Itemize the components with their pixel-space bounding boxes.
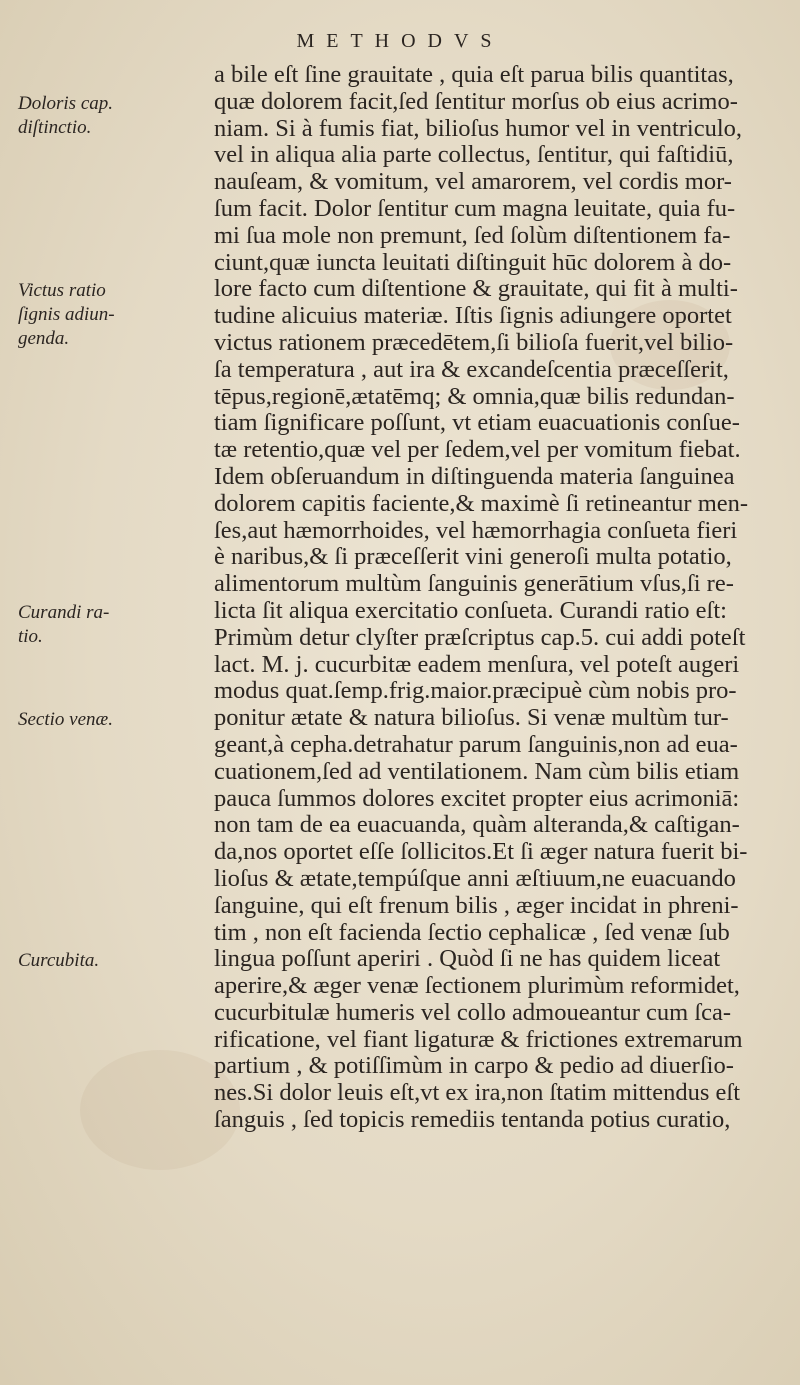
text-line: da,nos oportet eſſe ſollicitos.Et ſi æger natura fuerit bi- — [214, 839, 748, 866]
marginal-note-line: Victus ratio — [18, 280, 106, 302]
text-line: victus rationem præcedētem,ſi bilioſa fuerit,vel bilio- — [214, 329, 734, 356]
text-line: partium , & potiſſimùm in carpo & pedio ad diuerſio- — [214, 1053, 734, 1080]
marginal-note-line: ſignis adiun- — [18, 304, 115, 326]
text-line: Idem obſeruandum in diſtinguenda materia ſanguinea — [214, 463, 735, 490]
text-line: dolorem capitis faciente,& maximè ſi retineantur men- — [214, 490, 749, 517]
text-line: modus quat.ſemp.frig.maior.præcipuè cùm nobis pro- — [214, 678, 737, 705]
text-line: nes.Si dolor leuis eſt,vt ex ira,non ſtatim mittendus eſt — [214, 1080, 740, 1107]
text-line: ſum facit. Dolor ſentitur cum magna leuitate, quia fu- — [214, 195, 736, 222]
text-line: tudine alicuius materiæ. Iſtis ſignis adiungere oportet — [214, 303, 732, 330]
marginal-note-sectio-vena — [18, 708, 198, 732]
text-line: lioſus & ætate,tempúſque anni æſtiuum,ne euacuando — [214, 865, 736, 892]
marginal-note-doloris-cap-distinctio — [18, 92, 198, 140]
body-text — [214, 62, 780, 1134]
marginal-note-line: Curcubita. — [18, 950, 100, 972]
text-line: tæ retentio,quæ vel per ſedem,vel per vomitum fiebat. — [214, 437, 741, 464]
text-line: tim , non eſt facienda ſectio cephalicæ , ſed venæ ſub — [214, 919, 730, 946]
text-line: ſes,aut hæmorrhoides, vel hæmorrhagia conſueta fieri — [214, 517, 738, 544]
marginal-note-line: Sectio venæ. — [18, 709, 113, 731]
text-line: non tam de ea euacuanda, quàm alteranda,& caſtigan- — [214, 812, 740, 839]
marginal-note-line: Doloris cap. — [18, 92, 113, 114]
text-line: aperire,& æger venæ ſectionem plurimùm reformidet, — [214, 973, 740, 1000]
marginal-note-line: genda. — [18, 328, 70, 350]
marginal-note-victus-ratio — [18, 279, 198, 351]
text-line: pauca ſummos dolores excitet propter eius acrimoniā: — [214, 785, 740, 812]
text-line: ciunt,quæ iuncta leuitati diſtinguit hūc dolorem à do- — [214, 249, 732, 276]
text-line: licta ſit aliqua exercitatio conſueta. Curandi ratio eſt: — [214, 597, 727, 624]
text-line: ſa temperatura , aut ira & excandeſcentia præceſſerit, — [214, 356, 729, 383]
text-line: cucurbitulæ humeris vel collo admoueantur cum ſca- — [214, 999, 732, 1026]
text-line: alimentorum multùm ſanguinis generātium vſus,ſi re- — [214, 571, 734, 598]
text-line: ſanguine, qui eſt frenum bilis , æger incidat in phreni- — [214, 892, 739, 919]
text-line: mi ſua mole non premunt, ſed ſolùm diſtentionem fa- — [214, 222, 731, 249]
text-line: geant,à cepha.detrahatur parum ſanguinis,non ad eua- — [214, 731, 738, 758]
text-line: quæ dolorem facit,ſed ſentitur morſus ob eius acrimo- — [214, 88, 738, 115]
text-line: ponitur ætate & natura bilioſus. Si venæ multùm tur- — [214, 705, 729, 732]
text-line: nauſeam, & vomitum, vel amarorem, vel cordis mor- — [214, 169, 732, 196]
marginal-note-line: diſtinctio. — [18, 116, 92, 138]
marginal-note-line: tio. — [18, 626, 43, 647]
text-line: niam. Si à fumis fiat, bilioſus humor vel in ventriculo, — [214, 115, 743, 142]
text-line: lingua poſſunt aperiri . Quòd ſi ne has quidem liceat — [214, 946, 721, 973]
text-line: ſanguis , ſed topicis remediis tentanda potius curatio, — [214, 1107, 731, 1134]
text-line: lact. M. j. cucurbitæ eadem menſura, vel poteſt augeri — [214, 651, 740, 678]
running-head: METHODVS — [296, 30, 504, 52]
marginal-note-curandi-ratio — [18, 601, 198, 649]
marginal-note-curcubita — [18, 949, 198, 973]
marginal-note-line: Curandi ra- — [18, 602, 110, 623]
text-line: rificatione, vel fiant ligaturæ & frictiones extremarum — [214, 1026, 743, 1053]
text-line: lore facto cum diſtentione & grauitate, qui fit à multi- — [214, 276, 738, 303]
text-line: è naribus,& ſi præceſſerit vini generoſi multa potatio, — [214, 544, 732, 571]
text-line: tēpus,regionē,ætatēmq; & omnia,quæ bilis redundan- — [214, 383, 735, 410]
text-line: tiam ſignificare poſſunt, vt etiam euacuationis conſue- — [214, 410, 740, 437]
text-line: a bile eſt ſine grauitate , quia eſt parua bilis quantitas, — [214, 62, 734, 88]
text-line: cuationem,ſed ad ventilationem. Nam cùm bilis etiam — [214, 758, 740, 785]
text-line: Primùm detur clyſter præſcriptus cap.5. cui addi poteſt — [214, 624, 746, 651]
text-line: vel in aliqua alia parte collectus, ſentitur, qui faſtidiū, — [214, 142, 734, 169]
